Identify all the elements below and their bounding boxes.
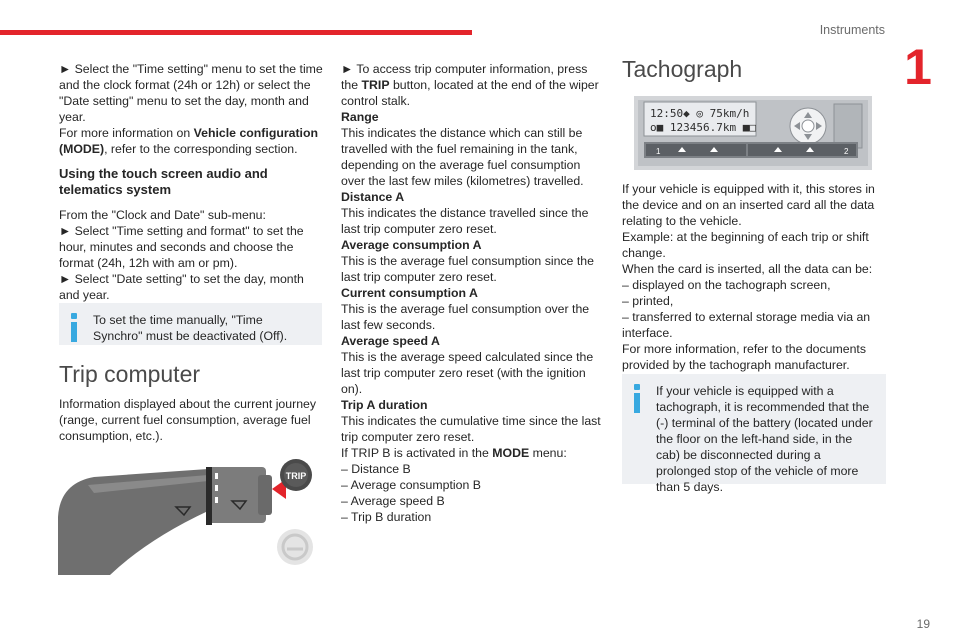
trip-computer-title: Trip computer: [59, 361, 201, 387]
list-item: – transferred to external storage media via an interface.: [622, 310, 871, 340]
paragraph: ► Select "Date setting" to set the day, month and year.: [59, 272, 304, 302]
paragraph: For more information on Vehicle configuration (MODE), refer to the corresponding section.: [59, 126, 318, 156]
item-text: This is the average fuel consumption since the last trip computer zero reset.: [341, 254, 594, 284]
tachograph-display-line-2: o■ 123456.7km ■□: [650, 121, 756, 134]
tachograph-title: Tachograph: [622, 56, 743, 82]
item-text: This is the average fuel consumption over the last few seconds.: [341, 302, 590, 332]
paragraph: If TRIP B is activated in the MODE menu:: [341, 446, 567, 460]
paragraph: If your vehicle is equipped with it, this stores in the device and on an inserted card all the data relating to the vehicle.: [622, 182, 875, 228]
list-item: – printed,: [622, 294, 674, 308]
paragraph: ► To access trip computer information, press the TRIP button, located at the end of the wiper control stalk.: [341, 62, 599, 108]
item-title: Average consumption A: [341, 238, 482, 252]
page-number: 19: [916, 617, 930, 631]
header-accent-bar: [0, 30, 472, 35]
chapter-number: 1: [904, 39, 932, 95]
item-text: This indicates the distance which can still be travelled with the fuel remaining in the tank, depending on the average fuel consumption over the last few miles (kilometres) travelled.: [341, 126, 584, 188]
list-item: – Average consumption B: [341, 478, 481, 492]
list-item: – Distance B: [341, 462, 411, 476]
paragraph: Information displayed about the current journey (range, current fuel consumption, average fuel consumption, etc.).: [59, 397, 317, 443]
tachograph-display-line-1: 12:50◆ ◎ 75km/h: [650, 107, 750, 120]
info-icon: [69, 313, 79, 343]
paragraph: When the card is inserted, all the data can be:: [622, 262, 873, 276]
section-title: Instruments: [819, 23, 885, 37]
item-title: Average speed A: [341, 334, 440, 348]
tachograph-info-box: If your vehicle is equipped with a tachograph, it is recommended that the (-) terminal of the battery (located under the floor on the left-hand side, in the cab) be disconnected during a prolonged stop of the vehicle of more than 5 days.: [622, 374, 886, 484]
item-text: This indicates the distance travelled since the last trip computer zero reset.: [341, 206, 589, 236]
list-item: – displayed on the tachograph screen,: [622, 278, 831, 292]
paragraph: ► Select "Time setting and format" to set the hour, minutes and seconds and choose the format (24h, 12h with am or pm).: [59, 224, 304, 270]
wiper-stalk-illustration: [58, 455, 318, 575]
list-item: – Trip B duration: [341, 510, 432, 524]
item-title: Distance A: [341, 190, 405, 204]
info-box: To set the time manually, "Time Synchro" must be deactivated (Off).: [59, 303, 322, 345]
middle-column: [341, 61, 605, 525]
paragraph: Example: at the beginning of each trip or shift change.: [622, 230, 869, 260]
paragraph: For more information, refer to the documents provided by the tachograph manufacturer.: [622, 342, 866, 372]
tachograph-slot-1: 1: [656, 147, 661, 156]
item-text: This indicates the cumulative time since the last trip computer zero reset.: [341, 414, 601, 444]
item-title: Trip A duration: [341, 398, 428, 412]
tachograph-illustration: [634, 96, 872, 170]
subheading: Using the touch screen audio and telematics system: [59, 166, 268, 197]
item-title: Current consumption A: [341, 286, 478, 300]
item-title: Range: [341, 110, 379, 124]
right-column: [622, 181, 886, 373]
tachograph-slot-2: 2: [844, 147, 849, 156]
paragraph: ► Select the "Time setting" menu to set the time and the clock format (24h or 12h) or select the "Date setting" menu to set the day, month and year.: [59, 62, 323, 124]
tachograph-heading-block: [622, 55, 886, 83]
trip-button-label: TRIP: [285, 471, 307, 481]
left-column: [59, 61, 323, 303]
trip-section: [59, 360, 323, 444]
paragraph: From the "Clock and Date" sub-menu:: [59, 208, 266, 222]
info-icon: [632, 384, 642, 414]
item-text: This is the average speed calculated since the last trip computer zero reset (with the ignition on).: [341, 350, 594, 396]
list-item: – Average speed B: [341, 494, 445, 508]
